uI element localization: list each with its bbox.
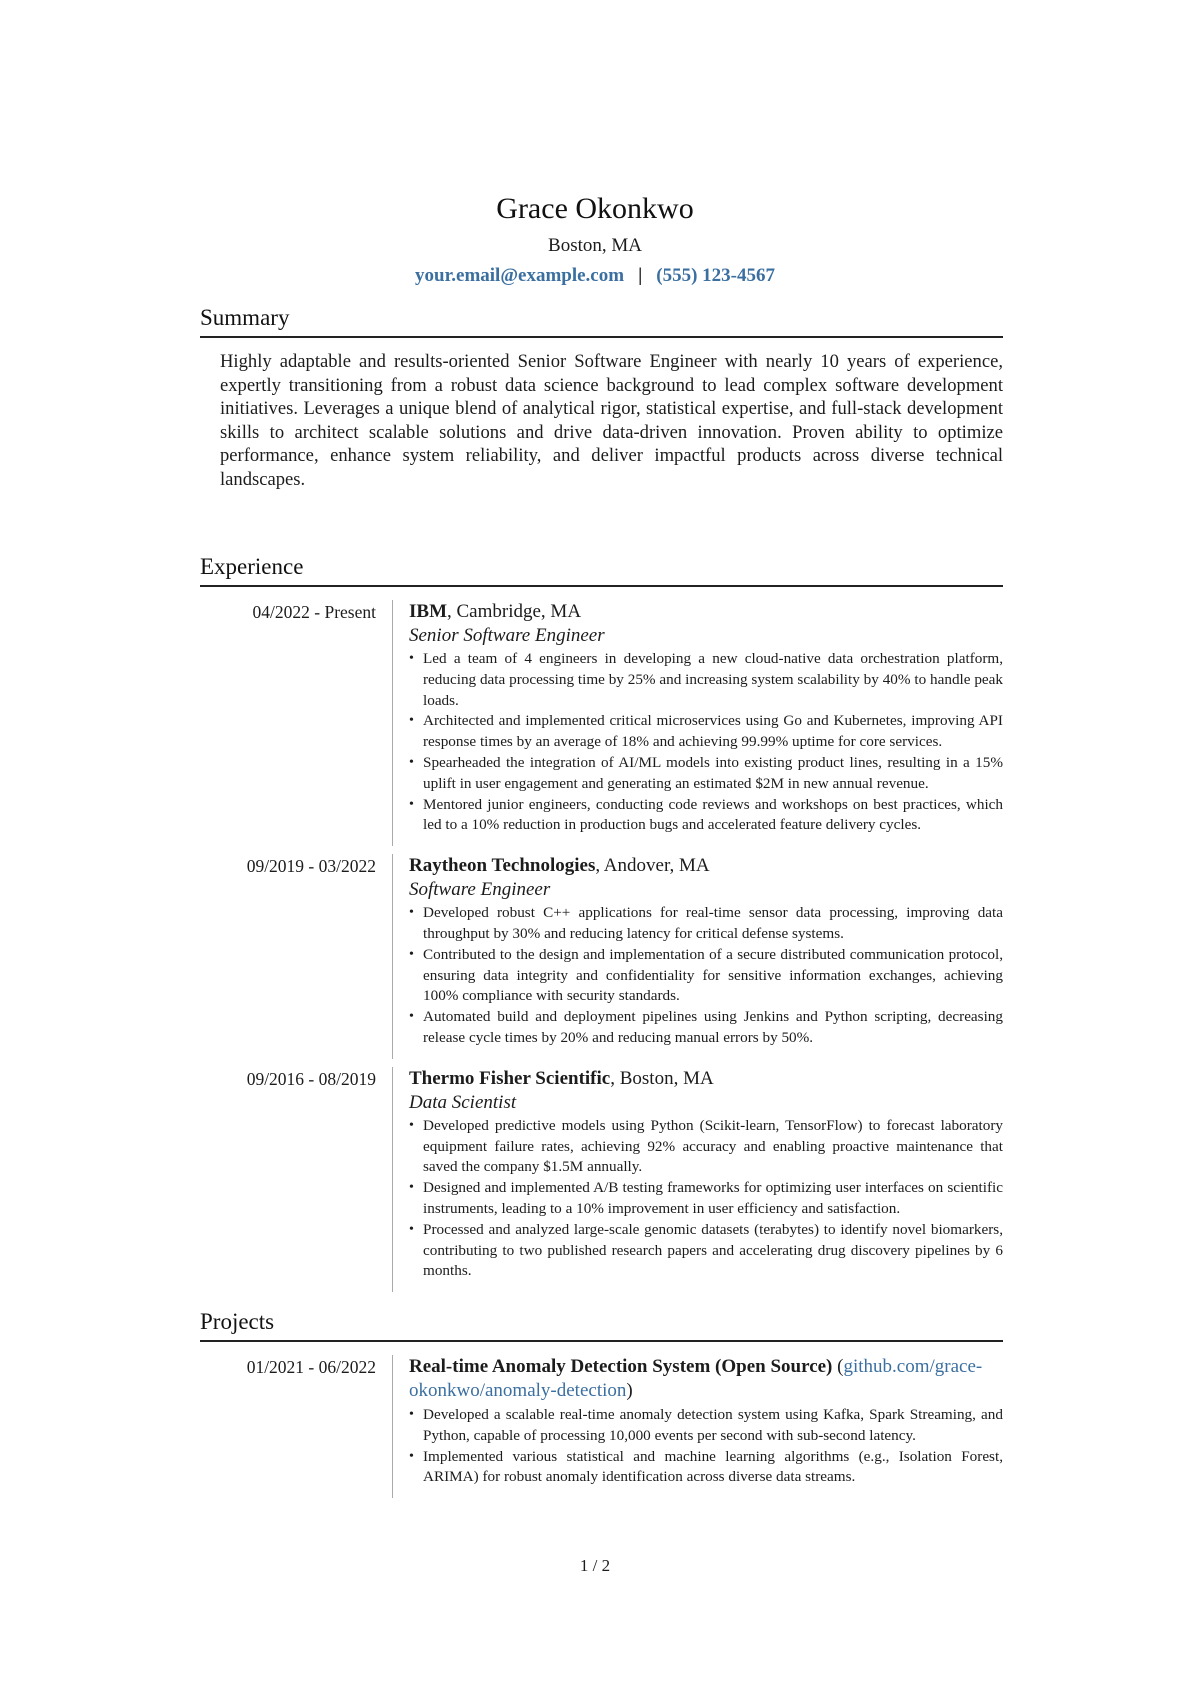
org-location: , Andover, MA xyxy=(595,855,710,877)
bullet-item: • Implemented various statistical and machine learning algorithms (e.g., Isolation Forest, ARIMA) for robust anomaly identification across diverse data streams. xyxy=(409,1447,1003,1489)
org-line xyxy=(409,1067,1003,1091)
experience-entry xyxy=(200,600,1003,846)
section-title-experience: Experience xyxy=(200,552,1003,587)
bullet-item: • Spearheaded the integration of AI/ML models into existing product lines, resulting in a 15% uplift in user engagement and generating an estimated $2M in new annual revenue. xyxy=(409,753,1003,795)
entry-body xyxy=(392,1355,1003,1498)
bullet-list xyxy=(409,1405,1003,1488)
org-location: , Cambridge, MA xyxy=(447,601,582,622)
bullet-item: • Contributed to the design and implementation of a secure distributed communication protocol, ensuring data integrity and confidentiality for sensitive information exchanges, achieving 100% compliance with security standards. xyxy=(409,945,1003,1007)
section-title-summary: Summary xyxy=(200,303,1003,338)
section-title-projects: Projects xyxy=(200,1307,1003,1342)
project-title-line xyxy=(409,1355,1003,1403)
org-name: Raytheon Technologies xyxy=(409,855,596,877)
entry-body xyxy=(392,854,1003,1059)
job-title: Software Engineer xyxy=(409,879,551,901)
project-entry xyxy=(200,1355,1003,1498)
project-link[interactable]: github.com/grace-okonkwo/anomaly-detection xyxy=(409,1356,983,1401)
bullet-item: • Processed and analyzed large-scale genomic datasets (terabytes) to identify novel biomarkers, contributing to two published research papers and accelerating drug discovery pipelines by 6 months. xyxy=(409,1220,1003,1282)
resume-header xyxy=(0,190,1190,290)
org-line xyxy=(409,600,1003,624)
bullet-item: • Mentored junior engineers, conducting code reviews and workshops on best practices, which led to a 10% reduction in production bugs and accelerated feature delivery cycles. xyxy=(409,795,1003,837)
job-title: Senior Software Engineer xyxy=(409,625,605,646)
entry-dates: 09/2019 - 03/2022 xyxy=(246,856,376,877)
candidate-location: Boston, MA xyxy=(548,235,642,256)
org-location: , Boston, MA xyxy=(610,1067,714,1089)
entry-dates: 04/2022 - Present xyxy=(252,602,376,622)
bullet-list xyxy=(409,903,1003,1049)
bullet-item: • Led a team of 4 engineers in developing a new cloud-native data orchestration platform, reducing data processing time by 25% and increasing system scalability by 40% to handle peak loads. xyxy=(409,649,1003,711)
bullet-list xyxy=(409,1116,1003,1282)
summary-text: Highly adaptable and results-oriented Senior Software Engineer with nearly 10 years of experience, expertly transitioning from a robust data science background to lead complex software development initiatives. Leverages a unique blend of analytical rigor, statistical expertise, and full-stack development skills to architect scalable solutions and drive data-driven innovation. Proven ability to optimize performance, enhance system reliability, and deliver impactful products across diverse technical landscapes. xyxy=(220,351,1003,490)
projects-section xyxy=(200,1307,1003,1498)
bullet-item: • Designed and implemented A/B testing frameworks for optimizing user interfaces on scientific instruments, leading to a 10% improvement in user efficiency and satisfaction. xyxy=(409,1178,1003,1220)
entry-dates: 09/2016 - 08/2019 xyxy=(246,1068,376,1089)
candidate-name: Grace Okonkwo xyxy=(496,192,694,225)
phone-link[interactable]: (555) 123-4567 xyxy=(656,265,775,286)
bullet-item: • Developed a scalable real-time anomaly detection system using Kafka, Spark Streaming, and Python, capable of processing 10,000 events per second with sub-second latency. xyxy=(409,1405,1003,1447)
org-name: IBM xyxy=(409,601,447,622)
entry-dates: 01/2021 - 06/2022 xyxy=(246,1357,376,1377)
bullet-list xyxy=(409,649,1003,836)
email-link[interactable]: your.email@example.com xyxy=(415,265,625,286)
bullet-item: • Developed robust C++ applications for real-time sensor data processing, improving data throughput by 30% and reducing latency for critical defense systems. xyxy=(409,903,1003,945)
experience-entry xyxy=(200,854,1003,1059)
entry-body xyxy=(392,600,1003,846)
bullet-item: • Automated build and deployment pipelines using Jenkins and Python scripting, decreasing release cycle times by 20% and reducing manual errors by 50%. xyxy=(409,1007,1003,1049)
page-number: 1 / 2 xyxy=(579,1556,611,1575)
project-name: Real-time Anomaly Detection System (Open Source) xyxy=(409,1356,833,1377)
org-name: Thermo Fisher Scientific xyxy=(409,1067,611,1089)
contact-separator: | xyxy=(638,265,643,286)
link-close-paren: ) xyxy=(626,1380,633,1401)
experience-section xyxy=(200,552,1003,1292)
entry-body xyxy=(392,1067,1003,1292)
bullet-item: • Developed predictive models using Python (Scikit-learn, TensorFlow) to forecast laboratory equipment failure rates, achieving 92% accuracy and enabling proactive maintenance that saved the company $1.5M annually. xyxy=(409,1116,1003,1178)
summary-section xyxy=(200,303,1003,492)
link-open-paren: ( xyxy=(832,1356,844,1377)
experience-entry xyxy=(200,1067,1003,1292)
contact-line xyxy=(0,262,1190,290)
org-line xyxy=(409,854,1003,878)
bullet-item: • Architected and implemented critical microservices using Go and Kubernetes, improving API response times by an average of 18% and achieving 99.99% uptime for core services. xyxy=(409,711,1003,753)
job-title: Data Scientist xyxy=(409,1091,517,1113)
